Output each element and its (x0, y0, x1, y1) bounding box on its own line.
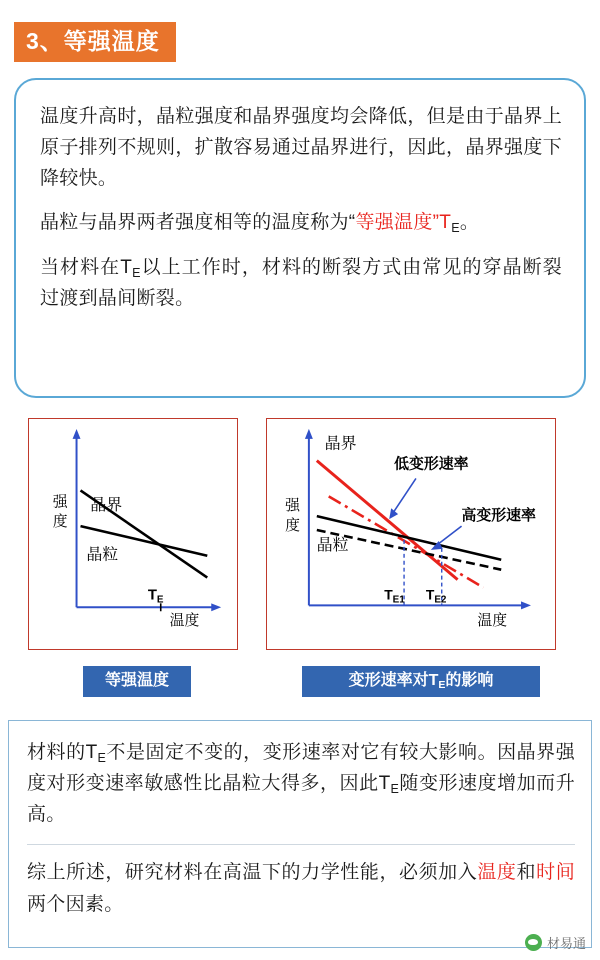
y-axis-arrow (73, 429, 81, 439)
section-number: 3、 (26, 28, 64, 54)
chart-strain-rate-effect (266, 418, 556, 650)
chart-right-caption-sub: E (438, 678, 446, 691)
label-te2: $T_{E2}$ (425, 586, 447, 606)
lower-p2-mid: 和 (516, 862, 537, 884)
section-title: 等强温度 (63, 28, 160, 54)
lower-p2-suffix: 两个因素。 (27, 893, 124, 915)
lower-p1-c: 随变形速度增加而升高。 (27, 773, 575, 826)
label-grain: 晶粒 (86, 546, 119, 564)
paragraph-3-prefix: 当材料在T (40, 257, 133, 279)
lower-paragraph-2 (27, 857, 575, 919)
chart-right-caption (302, 666, 540, 697)
chart-right-caption-suffix: 的影响 (445, 672, 494, 689)
paragraph-3-subscript: E (132, 265, 141, 280)
paragraph-1: 温度升高时，晶粒强度和晶界强度均会降低，但是由于晶界上原子排列不规则，扩散容易通过晶界进行，因此，晶界强度下降较快。 (40, 106, 562, 189)
x-axis-label: 温度 (169, 613, 200, 630)
lower-p2-highlight-2: 时间 (536, 862, 575, 884)
x-axis-arrow (211, 603, 221, 611)
paragraph-2-prefix: 晶粒与晶界两者强度相等的温度称为“ (40, 212, 356, 234)
main-text-card (14, 78, 586, 398)
chart-right-svg (267, 419, 555, 649)
x-axis-label: 温度 (477, 613, 508, 630)
curve-grain-boundary-high-rate (329, 496, 484, 587)
section-header (14, 22, 176, 62)
y-axis-label-char-2: 度 (285, 518, 300, 535)
label-low-strain-rate: 低变形速率 (394, 456, 469, 473)
label-te1: $T_{E1}$ (384, 586, 405, 606)
chart-left-caption: 等强温度 (83, 666, 191, 697)
charts-row (0, 418, 600, 708)
paragraph-3 (40, 253, 562, 315)
footer-brand-label: 材易通 (546, 936, 586, 951)
label-grain-boundary: 晶界 (90, 497, 123, 515)
lower-p2-highlight-1: 温度 (477, 862, 517, 884)
panel-divider (27, 844, 575, 845)
lower-text-panel (8, 720, 592, 948)
paragraph-2-subscript: E (451, 220, 460, 235)
paragraph-2-end: 。 (459, 212, 480, 234)
paragraph-2-quote: ”T (432, 212, 452, 234)
paragraph-2-highlight: 等强温度 (355, 212, 433, 234)
footer-brand (525, 933, 586, 952)
paragraph-2 (40, 208, 562, 239)
lower-p2-prefix: 综上所述，研究材料在高温下的力学性能，必须加入 (27, 862, 478, 884)
label-te: $T_E$ (147, 587, 164, 606)
chart-equal-strength-temperature (28, 418, 238, 650)
lower-paragraph-1 (27, 737, 575, 830)
low-rate-arrow-head (389, 508, 398, 519)
x-axis-arrow (521, 601, 531, 609)
label-grain-boundary: 晶界 (324, 435, 357, 453)
low-rate-arrow (392, 478, 416, 514)
lower-p1-sub1: E (97, 750, 107, 765)
y-axis-label-char-1: 强 (285, 498, 300, 515)
chart-right-caption-prefix: 变形速率对T (348, 672, 439, 689)
label-grain: 晶粒 (316, 536, 349, 554)
label-high-strain-rate: 高变形速率 (461, 508, 536, 525)
chart-left-svg (29, 419, 237, 649)
y-axis-arrow (305, 429, 313, 439)
wechat-icon (525, 934, 542, 951)
paragraph-3-suffix: 以上工作时，材料的断裂方式由常见的穿晶断裂过渡到晶间断裂。 (40, 257, 562, 309)
y-axis-label-char-1: 强 (52, 494, 68, 511)
lower-p1-sub2: E (390, 781, 400, 796)
lower-p1-b: 不是固定不变的，变形速率对它有较大影响。因晶界强度对形变速率敏感性比晶粒大得多，因此T (27, 742, 575, 795)
y-axis-label-char-2: 度 (52, 514, 68, 531)
lower-p1-a: 材料的T (27, 742, 98, 763)
